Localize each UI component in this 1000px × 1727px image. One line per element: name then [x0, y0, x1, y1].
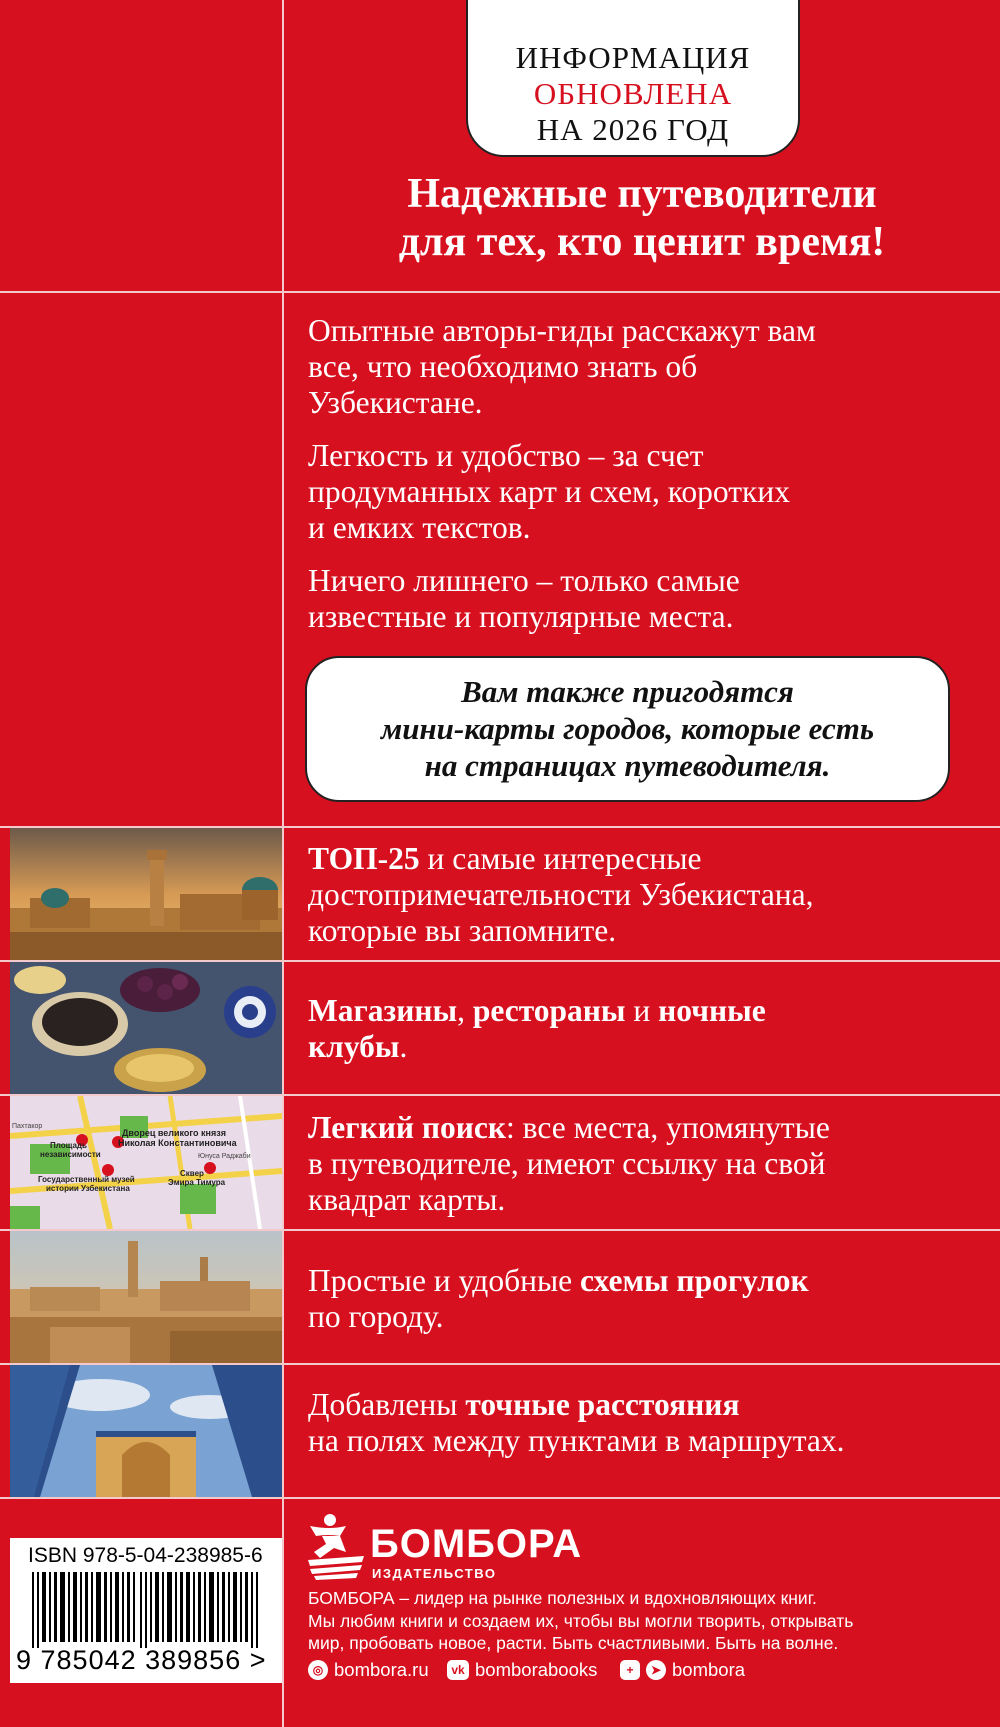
about-line: БОМБОРА – лидер на рынке полезных и вдохновляющих книг. [308, 1588, 817, 1608]
khiva-panorama-photo [10, 1231, 282, 1363]
feature-text: Простые и удобные [308, 1263, 580, 1298]
bombora-logo [306, 1512, 583, 1585]
about-line: мир, пробовать новое, расти. Быть счастливыми. Быть на волне. [308, 1633, 839, 1653]
map-label: Николая Константиновича [118, 1138, 237, 1148]
barcode-bars [32, 1572, 264, 1648]
publisher-subtitle: ИЗДАТЕЛЬСТВО [372, 1566, 497, 1581]
feature-text: : все места, упомянутые [506, 1110, 830, 1145]
globe-icon: ◎ [308, 1660, 328, 1680]
feature-bold: ночные [658, 993, 766, 1028]
feature-text: которые вы запомните. [308, 913, 617, 948]
tagline [284, 170, 1000, 266]
feature-text: на полях между пунктами в маршрутах. [308, 1423, 845, 1458]
info-line-2: ОБНОВЛЕНА [533, 76, 733, 111]
isbn-number: ISBN 978-5-04-238985-6 [28, 1544, 263, 1567]
telegram-link[interactable] [620, 1659, 745, 1681]
feature-bold: рестораны [472, 993, 626, 1028]
feature-text: и [625, 993, 659, 1028]
paragraph-ease [308, 438, 968, 546]
paragraph-authors [308, 313, 968, 421]
map-label: истории Узбекистана [46, 1184, 130, 1193]
paragraph-line: Ничего лишнего – только самые [308, 563, 740, 598]
tagline-line-1: Надежные путеводители [407, 171, 877, 217]
paragraph-line: продуманных карт и схем, коротких [308, 474, 790, 509]
vk-link[interactable] [447, 1659, 597, 1681]
info-line-3: НА 2026 ГОД [536, 112, 730, 147]
feature-walk-schemes [308, 1263, 978, 1335]
map-label: Дворец великого князя [122, 1128, 226, 1138]
feature-distances [308, 1387, 978, 1459]
feature-bold: схемы прогулок [579, 1263, 809, 1298]
vk-link-text: bomborabooks [475, 1659, 598, 1680]
bombora-rider-icon [306, 1512, 366, 1580]
paragraph-nothing-extra [308, 563, 968, 635]
info-line-1: ИНФОРМАЦИЯ [515, 40, 751, 75]
map-label: Площадь [50, 1141, 87, 1150]
about-line: Мы любим книги и создаем их, чтобы вы могли творить, открывать [308, 1610, 854, 1631]
feature-bold: точные расстояния [465, 1387, 740, 1422]
publisher-about [308, 1587, 908, 1655]
map-label: Эмира Тимура [168, 1178, 226, 1187]
callout-line: мини-карты городов, которые есть [380, 711, 875, 746]
feature-text: квадрат карты. [308, 1182, 506, 1217]
feature-bold: ТОП-25 [308, 841, 420, 876]
feature-text: и самые интересные [419, 841, 702, 876]
publisher-name: БОМБОРА [370, 1522, 583, 1566]
feature-bold: Легкий поиск [308, 1110, 507, 1145]
feature-text: . [399, 1029, 408, 1064]
map-label: Пахтакор [12, 1123, 43, 1130]
tagline-line-2: для тех, кто ценит время! [398, 219, 886, 265]
feature-shops [308, 993, 978, 1065]
paragraph-line: известные и популярные места. [308, 599, 734, 634]
divider [0, 1497, 1000, 1499]
feature-easy-search [308, 1110, 978, 1218]
callout-line: Вам также пригодятся [461, 674, 794, 709]
vk-icon: vk [447, 1660, 469, 1680]
feature-text: в путеводителе, имеют ссылку на свой [308, 1146, 826, 1181]
feature-bold: клубы [308, 1029, 400, 1064]
paragraph-line: все, что необходимо знать об [308, 349, 698, 384]
feature-text: Добавлены [308, 1387, 466, 1422]
feature-top25 [308, 841, 978, 949]
site-link-text: bombora.ru [334, 1659, 429, 1680]
callout-line: на страницах путеводителя. [424, 748, 831, 783]
paragraph-line: Легкость и удобство – за счет [308, 438, 704, 473]
divider [0, 291, 1000, 293]
bukhara-sunset-photo [10, 828, 282, 960]
registan-arch-photo [10, 1365, 282, 1497]
feature-bold: Магазины [308, 993, 458, 1028]
site-link[interactable] [308, 1659, 429, 1681]
telegram-link-text: bombora [672, 1659, 746, 1680]
paragraph-line: Опытные авторы-гиды расскажут вам [308, 313, 816, 348]
paragraph-line: и емких текстов. [308, 510, 531, 545]
map-label: Сквер [180, 1169, 204, 1178]
plus-icon: + [620, 1660, 640, 1680]
feature-text: по городу. [308, 1299, 444, 1334]
feature-text: , [457, 993, 473, 1028]
barcode-digits: 9 785042 389856 > [16, 1645, 267, 1675]
map-label: независимости [40, 1150, 101, 1159]
uzbek-food-photo [10, 962, 282, 1094]
telegram-icon: ➤ [646, 1660, 666, 1680]
paragraph-line: Узбекистане. [308, 385, 483, 420]
city-map-thumbnail [10, 1096, 282, 1229]
mini-maps-callout [305, 656, 950, 802]
map-label: Юнуса Раджаби [198, 1153, 251, 1160]
feature-text: достопримечательности Узбекистана, [308, 877, 814, 912]
isbn-barcode [10, 1538, 282, 1683]
info-updated-tab [466, 0, 800, 157]
map-label: Государственный музей [38, 1175, 135, 1184]
